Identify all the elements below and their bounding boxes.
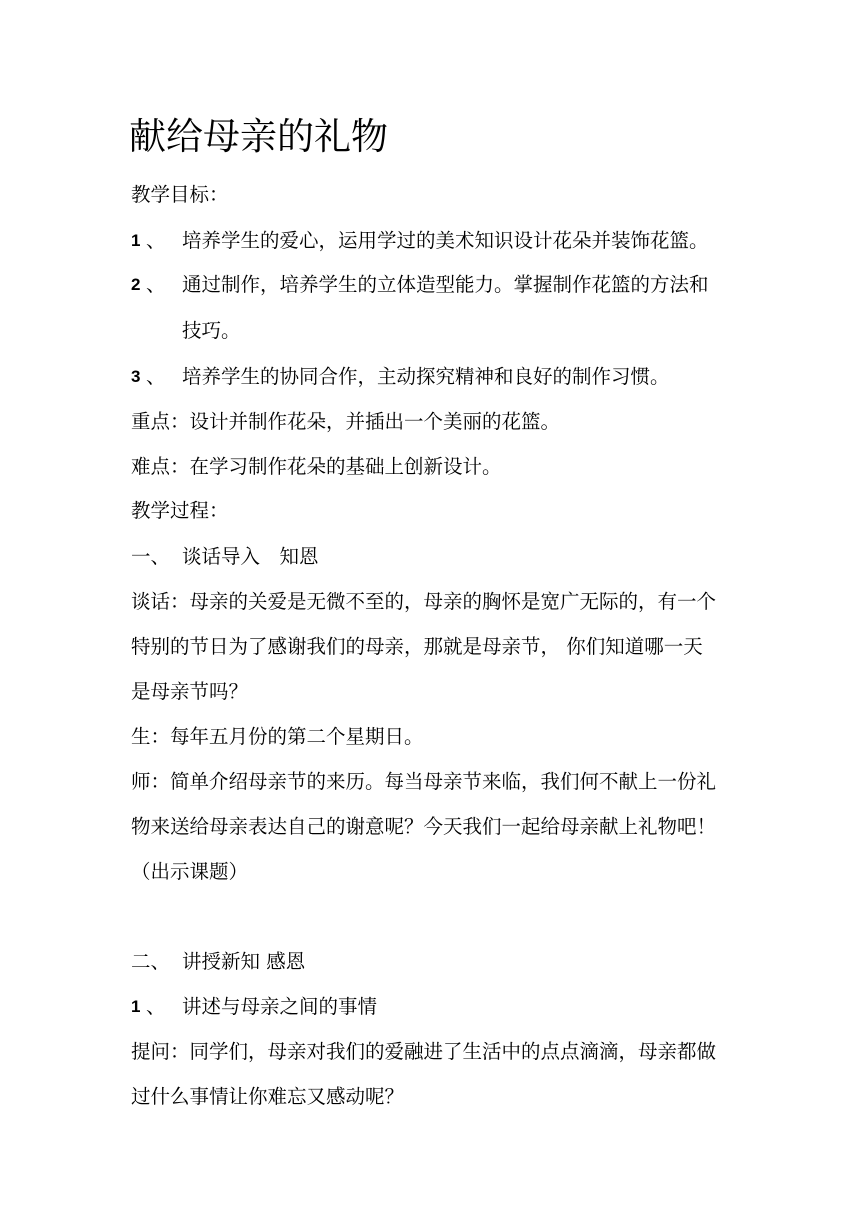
talk-line-3: 是母亲节吗？ bbox=[131, 680, 249, 703]
teacher-line-1: 师：简单介绍母亲节的来历。每当母亲节来临，我们何不献上一份礼 bbox=[131, 770, 717, 793]
section-2-number: 二、 bbox=[131, 950, 171, 973]
objective-2-text: 通过制作，培养学生的立体造型能力。掌握制作花篮的方法和 bbox=[182, 273, 709, 296]
section-1-number: 一、 bbox=[131, 545, 171, 568]
objective-3-text: 培养学生的协同合作，主动探究精神和良好的制作习惯。 bbox=[182, 365, 670, 388]
objective-1-text: 培养学生的爱心，运用学过的美术知识设计花朵并装饰花篮。 bbox=[182, 229, 709, 252]
sub-1-mark: 、 bbox=[146, 995, 166, 1018]
section-1-title: 谈话导入 知恩 bbox=[182, 545, 319, 568]
question-line-2: 过什么事情让你难忘又感动呢？ bbox=[131, 1085, 405, 1108]
student-answer: 生：每年五月份的第二个星期日。 bbox=[131, 725, 424, 748]
key-point: 重点：设计并制作花朵，并插出一个美丽的花篮。 bbox=[131, 410, 561, 433]
objective-2-continuation: 技巧。 bbox=[182, 319, 241, 342]
difficulty: 难点：在学习制作花朵的基础上创新设计。 bbox=[131, 455, 502, 478]
talk-line-2: 特别的节日为了感谢我们的母亲，那就是母亲节， 你们知道哪一天 bbox=[131, 635, 703, 658]
section-2-title: 讲授新知 感恩 bbox=[182, 950, 306, 973]
question-line-1: 提问：同学们，母亲对我们的爱融进了生活中的点点滴滴，母亲都做 bbox=[131, 1040, 717, 1063]
objectives-heading: 教学目标： bbox=[131, 183, 229, 206]
document-title: 献给母亲的礼物 bbox=[129, 115, 388, 158]
talk-line-1: 谈话：母亲的关爱是无微不至的，母亲的胸怀是宽广无际的，有一个 bbox=[131, 590, 717, 613]
sub-1-number: 1 bbox=[131, 997, 141, 1016]
objective-2-mark: 、 bbox=[146, 273, 166, 296]
teacher-line-2: 物来送给母亲表达自己的谢意呢？今天我们一起给母亲献上礼物吧！ bbox=[131, 815, 717, 838]
objective-1-number: 1 bbox=[131, 231, 141, 250]
process-heading: 教学过程： bbox=[131, 499, 229, 522]
sub-1-text: 讲述与母亲之间的事情 bbox=[182, 995, 378, 1018]
objective-3-number: 3 bbox=[131, 367, 141, 386]
teacher-line-3: （出示课题） bbox=[131, 860, 249, 883]
objective-1-mark: 、 bbox=[146, 229, 166, 252]
objective-2-number: 2 bbox=[131, 275, 141, 294]
objective-3-mark: 、 bbox=[146, 365, 166, 388]
